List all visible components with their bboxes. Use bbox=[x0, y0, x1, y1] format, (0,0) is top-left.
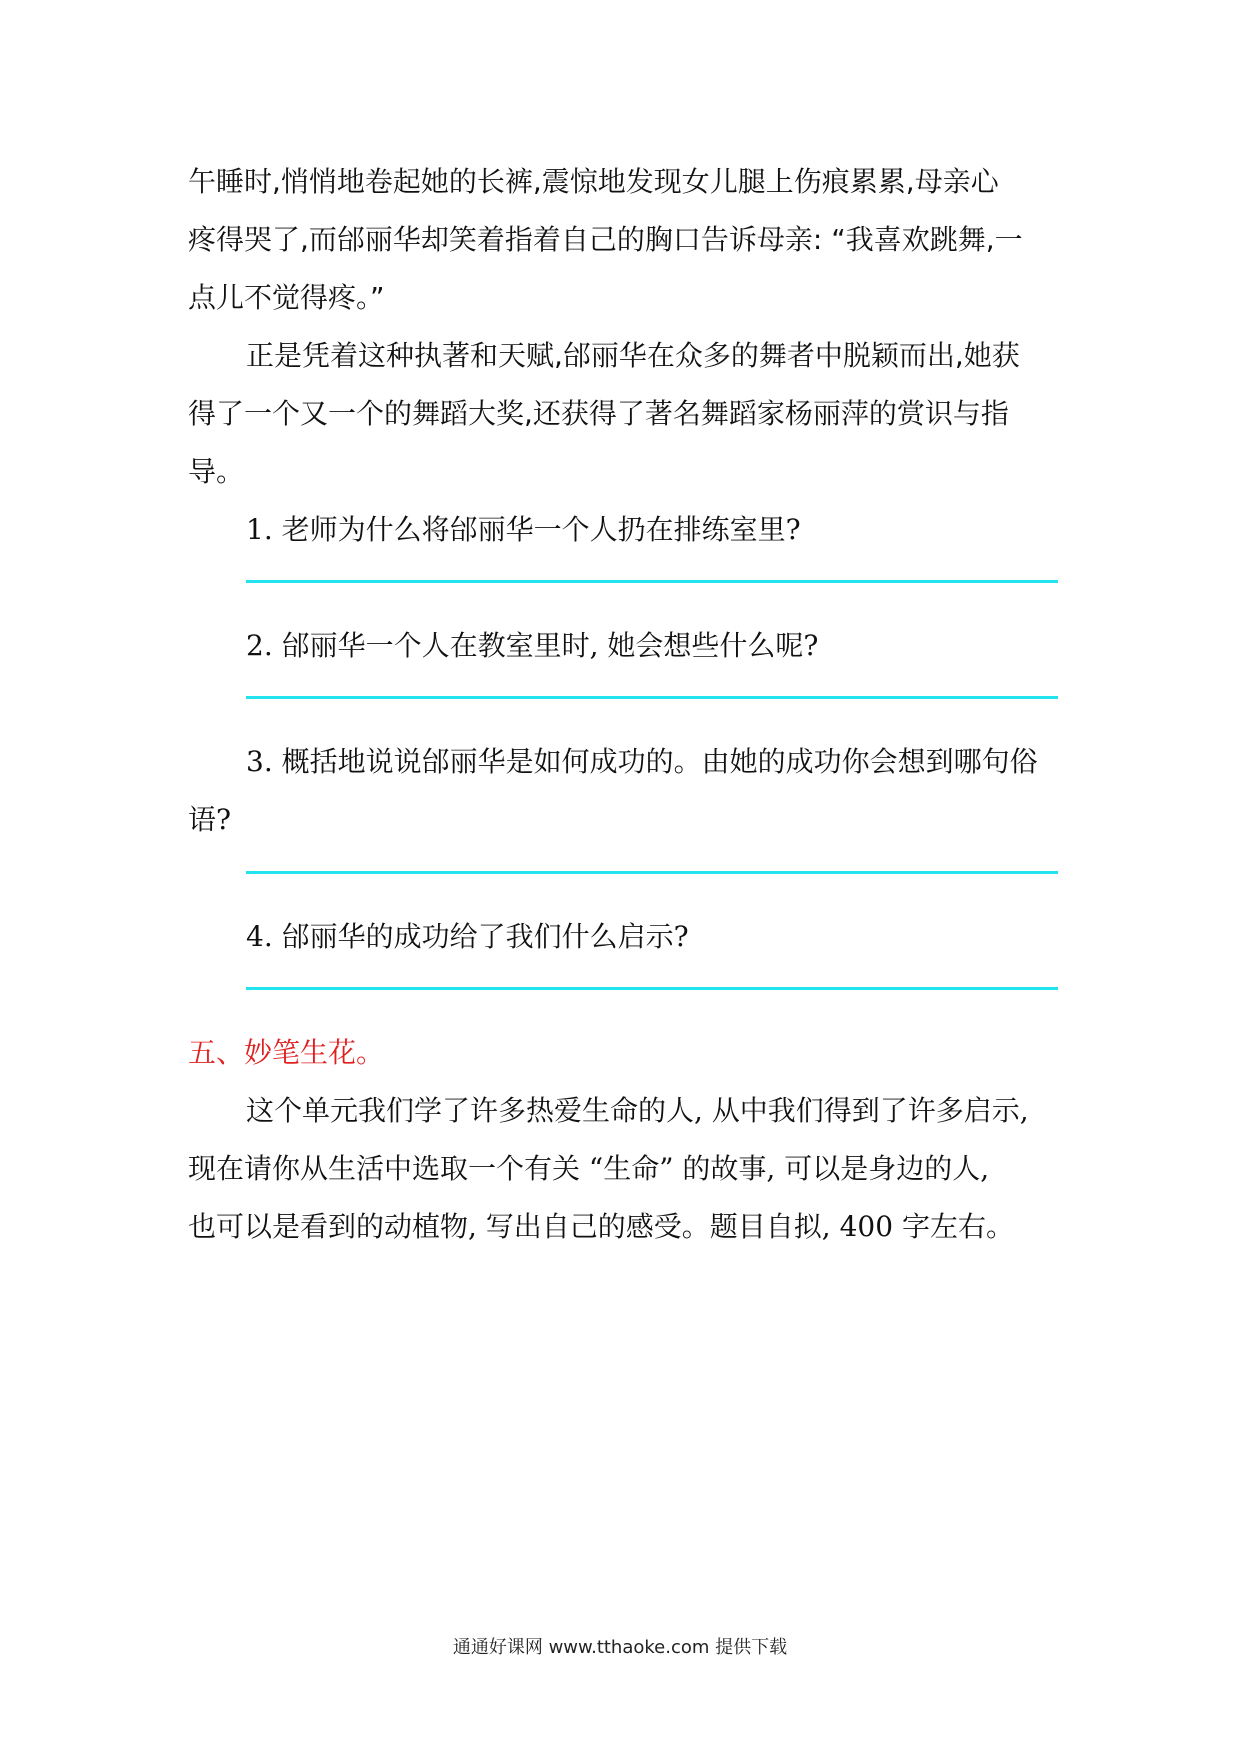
section-heading: 五、妙笔生花。 bbox=[188, 1036, 385, 1069]
question-2: 2. 邰丽华一个人在教室里时, 她会想些什么呢? bbox=[246, 629, 819, 662]
page-footer: 通通好课网 www.tthaoke.com 提供下载 bbox=[452, 1637, 788, 1658]
passage-line: 午睡时,悄悄地卷起她的长裤,震惊地发现女儿腿上伤痕累累,母亲心 bbox=[188, 165, 999, 198]
question-3: 3. 概括地说说邰丽华是如何成功的。由她的成功你会想到哪句俗 bbox=[246, 745, 1038, 778]
passage-line: 疼得哭了,而邰丽华却笑着指着自己的胸口告诉母亲: “我喜欢跳舞,一 bbox=[188, 223, 1023, 256]
answer-line-2[interactable] bbox=[246, 696, 1058, 699]
passage-line: 导。 bbox=[188, 455, 245, 488]
question-3-continued: 语? bbox=[188, 803, 232, 836]
passage-line: 得了一个又一个的舞蹈大奖,还获得了著名舞蹈家杨丽萍的赏识与指 bbox=[188, 397, 1009, 430]
answer-line-3[interactable] bbox=[246, 871, 1058, 874]
question-4: 4. 邰丽华的成功给了我们什么启示? bbox=[246, 920, 689, 953]
passage-line: 正是凭着这种执著和天赋,邰丽华在众多的舞者中脱颖而出,她获 bbox=[246, 339, 1020, 372]
answer-line-1[interactable] bbox=[246, 580, 1058, 583]
instruction-line: 也可以是看到的动植物, 写出自己的感受。题目自拟, 400 字左右。 bbox=[188, 1210, 1014, 1243]
question-1: 1. 老师为什么将邰丽华一个人扔在排练室里? bbox=[246, 513, 801, 546]
answer-line-4[interactable] bbox=[246, 987, 1058, 990]
passage-line: 点儿不觉得疼。” bbox=[188, 281, 385, 314]
instruction-line: 现在请你从生活中选取一个有关 “生命” 的故事, 可以是身边的人, bbox=[188, 1152, 990, 1185]
instruction-line: 这个单元我们学了许多热爱生命的人, 从中我们得到了许多启示, bbox=[246, 1094, 1029, 1127]
